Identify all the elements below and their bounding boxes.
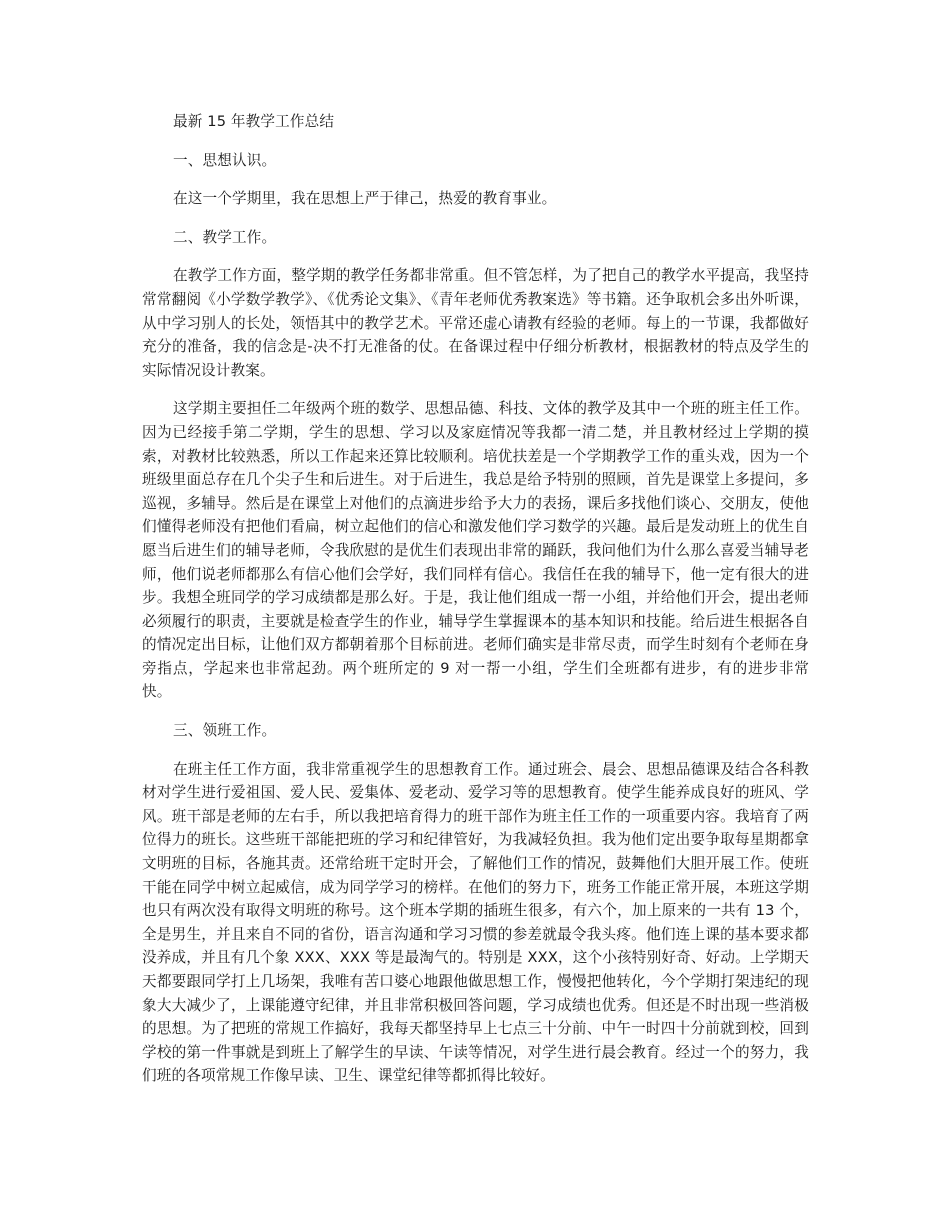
section-2-paragraph-2: 这学期主要担任二年级两个班的数学、思想品德、科技、文体的教学及其中一个班的班主任工作。因为已经接手第二学期，学生的思想、学习以及家庭情况等我都一清二楚，并且教材经过上学期的摸索，对教材比较熟悉，所以工作起来还算比较顺利。培优扶差是一个学期教学工作的重头戏，因为一个班级里面总存在几个尖子生和后进生。对于后进生，我总是给予特别的照顾，首先是课堂上多提问，多巡视，多辅导。然后是在课堂上对他们的点滴进步给予大力的表扬，课后多找他们谈心、交朋友，使他们懂得老师没有把他们看扁，树立起他们的信心和激发他们学习数学的兴趣。最后是发动班上的优生自愿当后进生们的辅导老师，令我欣慰的是优生们表现出非常的踊跃，我问他们为什么那么喜爱当辅导老师，他们说老师都那么有信心他们会学好，我们同样有信心。我信任在我的辅导下，他一定有很大的进步。我想全班同学的学习成绩都是那么好。于是，我让他们组成一帮一小组，并给他们开会，提出老师必须履行的职责，主要就是检查学生的作业，辅导学生掌握课本的基本知识和技能。给后进生根据各自的情况定出目标，让他们双方都朝着那个目标前进。老师们确实是非常尽责，而学生时刻有个老师在身旁指点，学起来也非常起劲。两个班所定的 9 对一帮一小组，学生们全班都有进步，有的进步非常快。 xyxy=(142,400,809,701)
section-1-text: 在这一个学期里，我在思想上严于律己，热爱的教育事业。 xyxy=(173,190,557,208)
section-2-heading: 二、教学工作。 xyxy=(173,228,277,246)
document-title: 最新 15 年教学工作总结 xyxy=(173,113,335,130)
section-3-heading: 三、领班工作。 xyxy=(173,722,277,740)
section-3-paragraph-1: 在班主任工作方面，我非常重视学生的思想教育工作。通过班会、晨会、思想品德课及结合各科教材对学生进行爱祖国、爱人民、爱集体、爱老动、爱学习等的思想教育。使学生能养成良好的班风、学风。班干部是老师的左右手，所以我把培育得力的班干部作为班主任工作的一项重要内容。我培育了两位得力的班长。这些班干部能把班的学习和纪律管好，为我减轻负担。我为他们定出要争取每星期都拿文明班的目标，各施其责。还常给班干定时开会，了解他们工作的情况，鼓舞他们大胆开展工作。使班干能在同学中树立起威信，成为同学学习的榜样。在他们的努力下，班务工作能正常开展，本班这学期也只有两次没有取得文明班的称号。这个班本学期的插班生很多，有六个，加上原来的一共有 13 个，全是男生，并且来自不同的省份，语言沟通和学习习惯的参差就最令我头疼。他们连上课的基本要求都没养成，并且有几个象 XXX、XXX 等是最淘气的。特别是 XXX，这个小孩特别好奇、好动。上学期天天都要跟同学打上几场架，我唯有苦口婆心地跟他做思想工作，慢慢把他转化，今个学期打架违纪的现象大大减少了，上课能遵守纪律，并且非常积极回答问题，学习成绩也优秀。但还是不时出现一些消极的思想。为了把班的常规工作搞好，我每天都坚持早上七点三十分前、中午一时四十分前就到校，回到学校的第一件事就是到班上了解学生的早读、午读等情况，对学生进行晨会教育。经过一个的努力，我们班的各项常规工作像早读、卫生、课堂纪律等都抓得比较好。 xyxy=(142,760,809,1085)
document-page xyxy=(142,110,809,1103)
section-1-heading: 一、思想认识。 xyxy=(173,151,277,169)
section-2-paragraph-1: 在教学工作方面，整学期的教学任务都非常重。但不管怎样，为了把自己的教学水平提高，我坚持常常翻阅《小学数学教学》、《优秀论文集》、《青年老师优秀教案选》等书籍。还争取机会多出外听课，从中学习别人的长处，领悟其中的教学艺术。平常还虚心请教有经验的老师。每上的一节课，我都做好充分的准备，我的信念是-决不打无准备的仗。在备课过程中仔细分析教材，根据教材的特点及学生的实际情况设计教案。 xyxy=(142,267,809,379)
